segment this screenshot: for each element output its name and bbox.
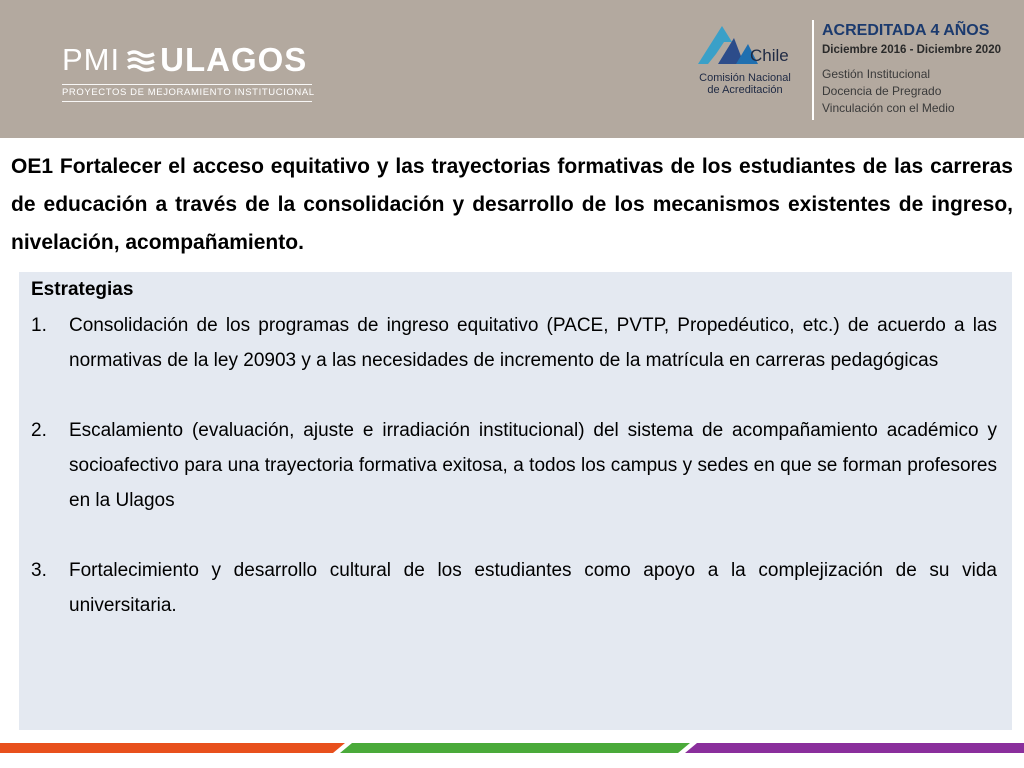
strategy-number: 3. xyxy=(31,560,47,581)
accreditation-block xyxy=(822,20,1017,117)
stripe-green xyxy=(340,743,690,753)
strategy-number: 1. xyxy=(31,315,47,336)
strategy-text: Consolidación de los programas de ingreso equitativo (PACE, PVTP, Propedéutico, etc.) de acuerdo a las normativas de la ley 20903 y a las necesidades de incremento de la matrícula en carreras pedagógicas xyxy=(69,315,997,371)
strategy-item xyxy=(31,553,997,623)
cna-name-line2: de Acreditación xyxy=(707,84,783,96)
header-divider xyxy=(812,20,814,120)
stripe-purple xyxy=(685,743,1024,753)
pmi-subtitle: PROYECTOS DE MEJORAMIENTO INSTITUCIONAL xyxy=(62,84,312,102)
strategies-box xyxy=(19,272,1012,730)
accreditation-dates: Diciembre 2016 - Diciembre 2020 xyxy=(822,44,1001,56)
accreditation-area: Docencia de Pregrado xyxy=(822,84,942,98)
strategies-content xyxy=(31,276,997,658)
slide-title: OE1 Fortalecer el acceso equitativo y las trayectorias formativas de los estudiantes de las carreras de educación a través de la consolidación y desarrollo de los mecanismos existentes de ingreso, nivelación, acompañamiento. xyxy=(11,155,1013,254)
footer-stripes xyxy=(0,740,1024,756)
accreditation-area: Gestión Institucional xyxy=(822,67,931,81)
ulagos-text: ULAGOS xyxy=(160,41,308,78)
strategy-text: Fortalecimiento y desarrollo cultural de los estudiantes como apoyo a la complejización de su vida universitaria. xyxy=(69,560,997,616)
accreditation-area: Vinculación con el Medio xyxy=(822,101,955,115)
cna-name-line1: Comisión Nacional xyxy=(699,72,791,84)
cna-chile-text: Chile xyxy=(750,46,789,65)
waves-icon xyxy=(126,45,156,75)
strategy-item xyxy=(31,308,997,378)
cna-name xyxy=(690,72,800,96)
cna-logo xyxy=(690,24,800,104)
strategies-heading: Estrategias xyxy=(31,279,134,300)
pmi-ulagos-logo xyxy=(62,41,315,102)
strategy-text: Escalamiento (evaluación, ajuste e irradiación institucional) del sistema de acompañamiento académico y socioafectivo para una trayectoria formativa exitosa, a todos los campus y sedes en que se forman profesores en la Ulagos xyxy=(69,420,997,511)
strategy-number: 2. xyxy=(31,420,47,441)
pmi-text: PMI xyxy=(62,42,121,77)
strategy-item xyxy=(31,413,997,518)
stripe-orange xyxy=(0,743,345,753)
accreditation-title: ACREDITADA 4 AÑOS xyxy=(822,22,990,39)
header-banner xyxy=(0,0,1024,138)
